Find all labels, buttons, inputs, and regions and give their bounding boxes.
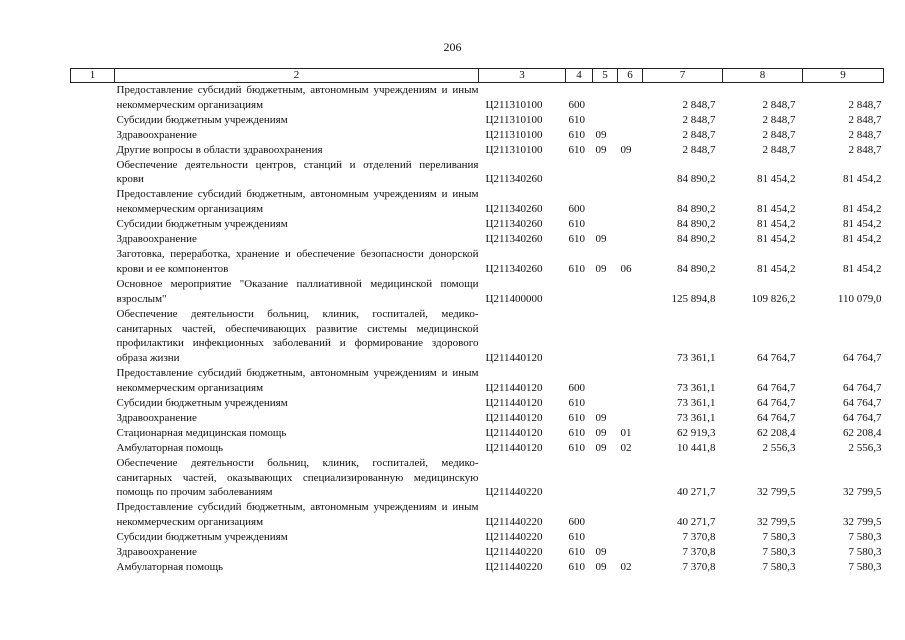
cell-code: Ц211440120	[485, 352, 543, 365]
cell-value-9: 7 580,3	[848, 561, 882, 573]
table-row	[71, 83, 884, 113]
cell-col-1	[71, 247, 115, 277]
cell-code: Ц211310100	[485, 98, 543, 111]
cell-value-9: 2 556,3	[848, 441, 882, 454]
cell-pr	[618, 158, 643, 188]
cell-value-8: 2 848,7	[762, 143, 796, 156]
cell-code: Ц211440220	[485, 516, 543, 529]
cell-value-9: 7 580,3	[848, 531, 882, 544]
cell-rz: 09	[595, 561, 607, 573]
table-row	[71, 560, 884, 575]
cell-name: Здравоохранение	[116, 546, 197, 559]
table-row	[71, 545, 884, 560]
cell-vr: 610	[568, 441, 585, 454]
cell-pr: 01	[620, 426, 632, 439]
cell-rz: 09	[595, 233, 607, 246]
cell-col-1	[71, 187, 115, 217]
cell-pr	[618, 530, 643, 545]
cell-value-8: 62 208,4	[757, 426, 796, 439]
table-row	[71, 277, 884, 307]
cell-name: Амбулаторная помощь	[116, 441, 224, 454]
cell-vr: 610	[568, 561, 585, 573]
cell-value-9: 2 848,7	[848, 113, 882, 126]
cell-code: Ц211440220	[485, 486, 543, 499]
cell-vr: 600	[568, 516, 585, 529]
cell-value-8: 7 580,3	[762, 561, 796, 573]
cell-value-7: 2 848,7	[682, 143, 716, 156]
cell-col-1	[71, 560, 115, 575]
cell-pr: 09	[620, 143, 632, 156]
cell-pr	[618, 411, 643, 426]
cell-value-9: 2 848,7	[848, 143, 882, 156]
cell-code: Ц211340260	[485, 262, 543, 275]
cell-value-8: 81 454,2	[757, 262, 796, 275]
table-row	[71, 158, 884, 188]
cell-value-8: 2 556,3	[762, 441, 796, 454]
cell-value-8: 32 799,5	[757, 486, 796, 499]
cell-value-9: 81 454,2	[843, 233, 882, 246]
cell-value-9: 7 580,3	[848, 546, 882, 559]
cell-pr	[618, 545, 643, 560]
cell-col-1	[71, 143, 115, 158]
cell-pr	[618, 113, 643, 128]
cell-code: Ц211340260	[485, 218, 543, 231]
cell-rz: 09	[595, 143, 607, 156]
cell-pr: 06	[620, 262, 632, 275]
cell-pr: 02	[620, 441, 632, 454]
table-row	[71, 530, 884, 545]
cell-pr	[618, 83, 643, 113]
header-col-7: 7	[643, 69, 723, 83]
cell-value-7: 10 441,8	[677, 441, 716, 454]
cell-col-1	[71, 307, 115, 367]
header-col-9: 9	[803, 69, 884, 83]
cell-rz	[593, 456, 618, 501]
cell-value-8: 64 764,7	[757, 411, 796, 424]
cell-vr: 610	[568, 262, 585, 275]
cell-value-9: 32 799,5	[843, 516, 882, 529]
cell-code: Ц211440220	[485, 561, 543, 573]
cell-name: Предоставление субсидий бюджетным, автономным учреждениям и иным некоммерческим организациям	[116, 367, 479, 395]
cell-pr	[618, 307, 643, 367]
cell-value-7: 84 890,2	[677, 233, 716, 246]
cell-value-7: 2 848,7	[682, 113, 716, 126]
cell-value-8: 64 764,7	[757, 382, 796, 395]
cell-value-9: 62 208,4	[843, 426, 882, 439]
cell-name: Субсидии бюджетным учреждениям	[116, 113, 288, 126]
cell-col-1	[71, 545, 115, 560]
cell-name: Субсидии бюджетным учреждениям	[116, 218, 288, 231]
cell-pr	[618, 366, 643, 396]
cell-value-7: 73 361,1	[677, 382, 716, 395]
cell-value-8: 81 454,2	[757, 203, 796, 216]
cell-vr: 610	[568, 397, 585, 410]
cell-value-7: 84 890,2	[677, 203, 716, 216]
cell-value-9: 64 764,7	[843, 352, 882, 365]
cell-value-9: 2 848,7	[848, 98, 882, 111]
cell-value-9: 32 799,5	[843, 486, 882, 499]
cell-rz: 09	[595, 128, 607, 141]
cell-name: Обеспечение деятельности центров, станций и отделений переливания крови	[116, 158, 479, 186]
cell-value-7: 73 361,1	[677, 397, 716, 410]
cell-col-1	[71, 500, 115, 530]
cell-col-1	[71, 158, 115, 188]
table-row	[71, 426, 884, 441]
cell-vr: 610	[568, 143, 585, 156]
cell-rz	[593, 500, 618, 530]
cell-code: Ц211340260	[485, 233, 543, 246]
cell-pr: 02	[620, 561, 632, 573]
cell-value-8: 7 580,3	[762, 546, 796, 559]
cell-value-7: 125 894,8	[671, 292, 716, 305]
table-row	[71, 187, 884, 217]
cell-value-7: 84 890,2	[677, 262, 716, 275]
page-number: 206	[443, 40, 462, 54]
cell-vr: 610	[568, 233, 585, 246]
cell-name: Амбулаторная помощь	[116, 561, 224, 573]
cell-rz: 09	[595, 426, 607, 439]
cell-rz	[593, 277, 618, 307]
cell-code: Ц211440220	[485, 531, 543, 544]
cell-name: Основное мероприятие "Оказание паллиативной медицинской помощи взрослым"	[116, 277, 479, 305]
cell-value-9: 81 454,2	[843, 203, 882, 216]
cell-pr	[618, 187, 643, 217]
cell-vr: 610	[568, 113, 585, 126]
cell-vr: 610	[568, 531, 585, 544]
cell-value-9: 64 764,7	[843, 411, 882, 424]
cell-name: Субсидии бюджетным учреждениям	[116, 397, 288, 410]
cell-value-7: 7 370,8	[682, 531, 716, 544]
cell-value-8: 81 454,2	[757, 173, 796, 186]
budget-table	[70, 68, 884, 575]
cell-value-7: 40 271,7	[677, 486, 716, 499]
cell-name: Предоставление субсидий бюджетным, автономным учреждениям и иным некоммерческим организациям	[116, 84, 479, 111]
cell-code: Ц211440120	[485, 411, 543, 424]
table-row	[71, 307, 884, 367]
cell-pr	[618, 396, 643, 411]
cell-rz: 09	[595, 262, 607, 275]
table-row	[71, 247, 884, 277]
cell-value-9: 81 454,2	[843, 262, 882, 275]
cell-name: Стационарная медицинская помощь	[116, 426, 287, 439]
cell-pr	[618, 456, 643, 501]
header-col-6: 6	[618, 69, 643, 83]
cell-col-1	[71, 366, 115, 396]
table-body	[71, 83, 884, 575]
header-col-3: 3	[479, 69, 566, 83]
header-col-8: 8	[723, 69, 803, 83]
cell-name: Здравоохранение	[116, 411, 197, 424]
cell-rz	[593, 217, 618, 232]
cell-rz	[593, 396, 618, 411]
cell-col-1	[71, 232, 115, 247]
cell-name: Предоставление субсидий бюджетным, автономным учреждениям и иным некоммерческим организациям	[116, 501, 479, 529]
cell-name: Предоставление субсидий бюджетным, автономным учреждениям и иным некоммерческим организациям	[116, 188, 479, 216]
table-row	[71, 396, 884, 411]
cell-value-8: 109 826,2	[751, 292, 796, 305]
cell-value-9: 64 764,7	[843, 397, 882, 410]
cell-value-8: 64 764,7	[757, 397, 796, 410]
header-col-4: 4	[566, 69, 593, 83]
header-col-1: 1	[71, 69, 115, 83]
cell-name: Заготовка, переработка, хранение и обеспечение безопасности донорской крови и ее компонентов	[116, 247, 479, 275]
cell-value-7: 73 361,1	[677, 352, 716, 365]
table-row	[71, 411, 884, 426]
cell-name: Обеспечение деятельности больниц, клиник, госпиталей, медико-санитарных частей, обеспечивающих развитие системы медицинской профилактики инфекционных заболеваний и формирование здорового образа жизни	[116, 307, 479, 365]
cell-pr	[618, 500, 643, 530]
cell-value-8: 7 580,3	[762, 531, 796, 544]
cell-rz	[593, 366, 618, 396]
cell-rz	[593, 187, 618, 217]
cell-code: Ц211440120	[485, 441, 543, 454]
cell-value-7: 84 890,2	[677, 218, 716, 231]
cell-rz	[593, 83, 618, 113]
cell-code: Ц211310100	[485, 128, 543, 141]
cell-col-1	[71, 113, 115, 128]
cell-vr: 610	[568, 218, 585, 231]
cell-code: Ц211440220	[485, 546, 543, 559]
cell-vr	[566, 277, 593, 307]
table-row	[71, 113, 884, 128]
cell-code: Ц211440120	[485, 426, 543, 439]
cell-value-8: 2 848,7	[762, 128, 796, 141]
cell-value-8: 64 764,7	[757, 352, 796, 365]
cell-value-7: 40 271,7	[677, 516, 716, 529]
cell-rz	[593, 307, 618, 367]
cell-vr: 610	[568, 411, 585, 424]
cell-pr	[618, 217, 643, 232]
table-row	[71, 143, 884, 158]
cell-vr: 610	[568, 426, 585, 439]
table-row	[71, 441, 884, 456]
cell-value-7: 73 361,1	[677, 411, 716, 424]
cell-name: Другие вопросы в области здравоохранения	[116, 143, 323, 156]
cell-value-8: 81 454,2	[757, 233, 796, 246]
cell-vr	[566, 456, 593, 501]
table-row	[71, 217, 884, 232]
header-col-5: 5	[593, 69, 618, 83]
cell-code: Ц211310100	[485, 113, 543, 126]
cell-code: Ц211440120	[485, 397, 543, 410]
table-row	[71, 500, 884, 530]
table-row	[71, 456, 884, 501]
cell-name: Субсидии бюджетным учреждениям	[116, 531, 288, 544]
table-row	[71, 128, 884, 143]
cell-vr	[566, 158, 593, 188]
cell-name: Здравоохранение	[116, 128, 197, 141]
cell-rz	[593, 530, 618, 545]
cell-value-9: 81 454,2	[843, 218, 882, 231]
cell-code: Ц211340260	[485, 203, 543, 216]
cell-col-1	[71, 277, 115, 307]
cell-value-7: 2 848,7	[682, 98, 716, 111]
cell-rz: 09	[595, 546, 607, 559]
cell-value-7: 7 370,8	[682, 561, 716, 573]
cell-value-9: 2 848,7	[848, 128, 882, 141]
cell-code: Ц211400000	[485, 292, 543, 305]
cell-value-8: 32 799,5	[757, 516, 796, 529]
cell-value-7: 62 919,3	[677, 426, 716, 439]
cell-rz	[593, 113, 618, 128]
table-row	[71, 366, 884, 396]
cell-name: Обеспечение деятельности больниц, клиник, госпиталей, медико-санитарных частей, оказывающих специализированную медицинскую помощь по прочим заболеваниям	[116, 456, 479, 499]
cell-col-1	[71, 396, 115, 411]
cell-pr	[618, 128, 643, 143]
cell-value-7: 84 890,2	[677, 173, 716, 186]
cell-col-1	[71, 426, 115, 441]
cell-value-8: 2 848,7	[762, 113, 796, 126]
cell-code: Ц211310100	[485, 143, 543, 156]
cell-vr: 610	[568, 128, 585, 141]
cell-col-1	[71, 441, 115, 456]
cell-value-8: 2 848,7	[762, 98, 796, 111]
cell-col-1	[71, 411, 115, 426]
header-col-2: 2	[115, 69, 479, 83]
table-header	[71, 69, 884, 83]
cell-value-9: 81 454,2	[843, 173, 882, 186]
cell-value-9: 110 079,0	[837, 292, 882, 305]
cell-code: Ц211440120	[485, 382, 543, 395]
cell-value-8: 81 454,2	[757, 218, 796, 231]
cell-vr: 600	[568, 382, 585, 395]
cell-col-1	[71, 530, 115, 545]
cell-value-7: 2 848,7	[682, 128, 716, 141]
cell-rz: 09	[595, 411, 607, 424]
cell-rz	[593, 158, 618, 188]
cell-pr	[618, 232, 643, 247]
cell-code: Ц211340260	[485, 173, 543, 186]
cell-rz: 09	[595, 441, 607, 454]
cell-name: Здравоохранение	[116, 233, 197, 246]
cell-col-1	[71, 217, 115, 232]
cell-col-1	[71, 128, 115, 143]
cell-col-1	[71, 456, 115, 501]
cell-vr: 600	[568, 98, 585, 111]
cell-value-7: 7 370,8	[682, 546, 716, 559]
cell-vr	[566, 307, 593, 367]
cell-vr: 610	[568, 546, 585, 559]
table-row	[71, 232, 884, 247]
cell-value-9: 64 764,7	[843, 382, 882, 395]
cell-vr: 600	[568, 203, 585, 216]
cell-pr	[618, 277, 643, 307]
cell-col-1	[71, 83, 115, 113]
